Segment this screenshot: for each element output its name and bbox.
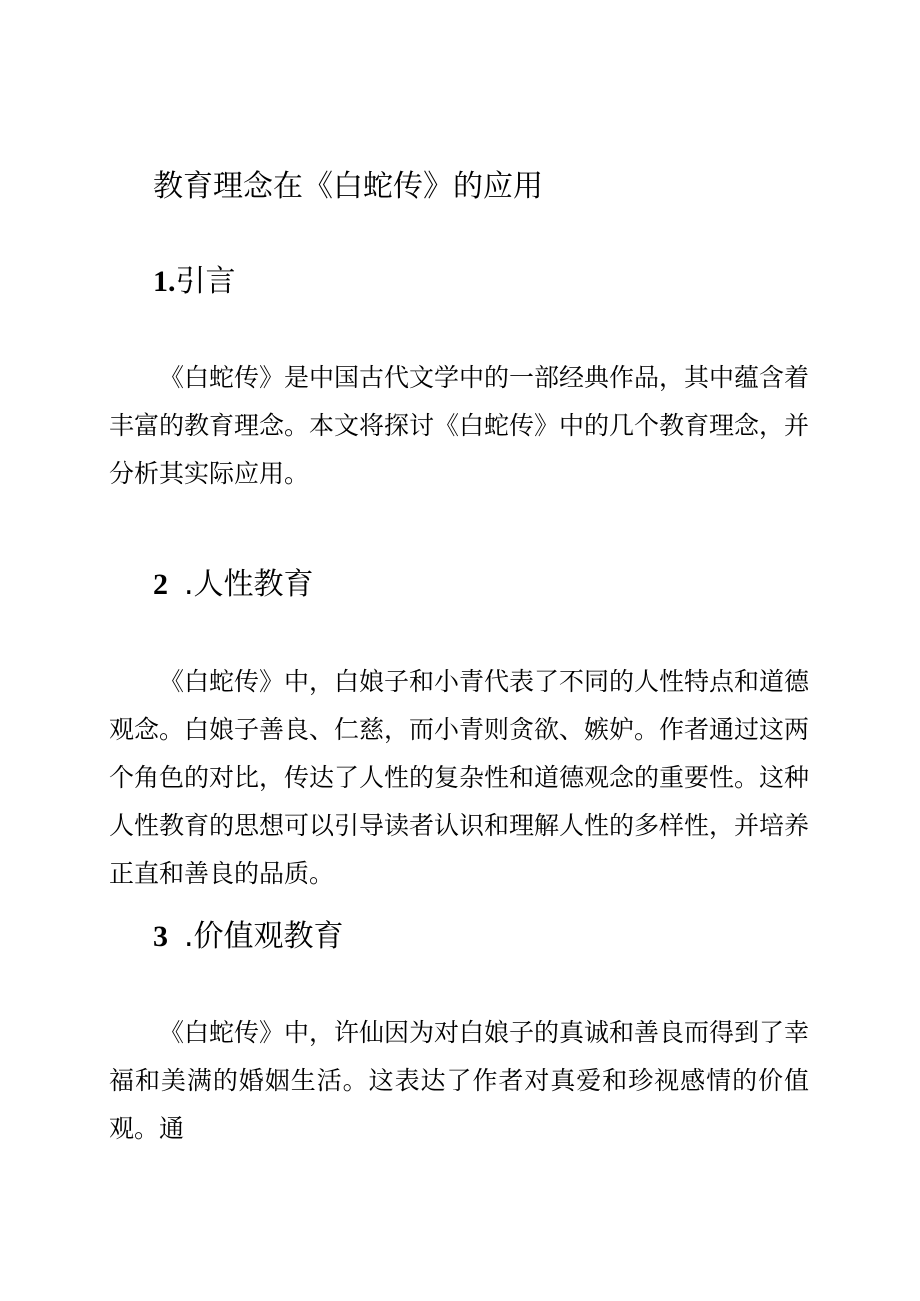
section-number: 1. xyxy=(153,265,176,298)
section-heading-introduction xyxy=(153,262,236,302)
document-title: 教育理念在《白蛇传》的应用 xyxy=(153,169,543,204)
section-title: 引言 xyxy=(175,264,236,299)
section-title: .人性教育 xyxy=(184,567,314,602)
section-heading-human-nature xyxy=(153,565,314,605)
section-paragraph-values: 《白蛇传》中，许仙因为对白娘子的真诚和善良而得到了幸福和美满的婚姻生活。这表达了作者对真爱和珍视感情的价值观。通 xyxy=(109,1018,810,1143)
section-paragraph-introduction: 《白蛇传》是中国古代文学中的一部经典作品，其中蕴含着丰富的教育理念。本文将探讨《白蛇传》中的几个教育理念，并分析其实际应用。 xyxy=(109,363,810,488)
section-title: .价值观教育 xyxy=(184,919,344,954)
section-number: 3 xyxy=(153,920,168,953)
section-number: 2 xyxy=(153,568,168,601)
section-paragraph-human-nature: 《白蛇传》中，白娘子和小青代表了不同的人性特点和道德观念。白娘子善良、仁慈，而小青则贪欲、嫉妒。作者通过这两个角色的对比，传达了人性的复杂性和道德观念的重要性。这种人性教育的思想可以引导读者认识和理解人性的多样性，并培养正直和善良的品质。 xyxy=(109,667,810,888)
section-heading-values xyxy=(153,917,344,957)
